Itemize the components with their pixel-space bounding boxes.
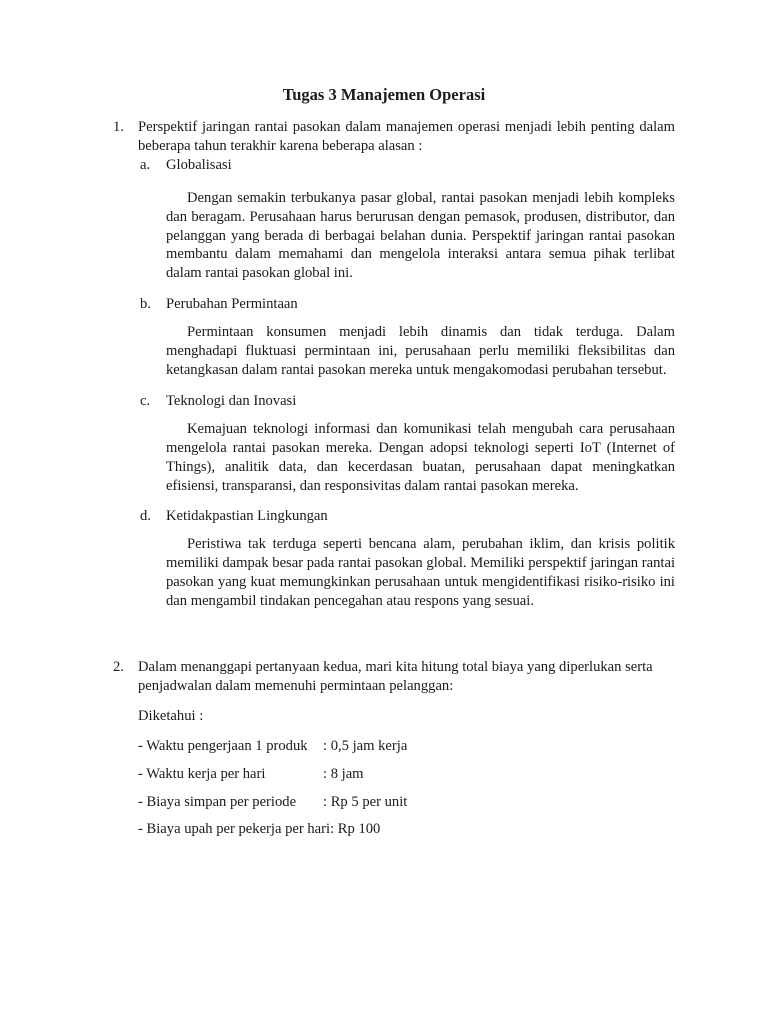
- given-value: : Rp 5 per unit: [323, 793, 408, 810]
- given-value: : Rp 100: [330, 821, 381, 838]
- list-item-title: Teknologi dan Inovasi: [166, 392, 297, 409]
- given-item: [138, 793, 675, 812]
- list-item-d: [113, 507, 675, 611]
- question-text: Perspektif jaringan rantai pasokan dalam manajemen operasi menjadi lebih penting dalam beberapa tahun terakhir karena beberapa alasan :: [138, 119, 675, 154]
- given-label: Diketahui :: [138, 707, 204, 724]
- list-item-body: Permintaan konsumen menjadi lebih dinamis dan tidak terduga. Dalam menghadapi fluktuasi permintaan ini, perusahaan perlu memiliki fleksibilitas dan ketangkasan dalam rantai pasokan mereka untuk mengakomodasi perubahan tersebut.: [166, 324, 675, 378]
- list-item-title: Globalisasi: [166, 156, 232, 173]
- given-key: - Waktu pengerjaan 1 produk: [138, 737, 308, 754]
- question-number: 2.: [113, 659, 124, 675]
- list-item-letter: a.: [140, 156, 151, 173]
- list-item-title: Ketidakpastian Lingkungan: [166, 508, 328, 525]
- given-value: : 8 jam: [323, 765, 364, 782]
- list-item-b: [113, 295, 675, 380]
- given-item: [138, 737, 675, 756]
- question-1: [113, 118, 675, 611]
- list-item-letter: c.: [140, 392, 151, 409]
- given-item: [138, 820, 675, 839]
- list-item-a: [113, 156, 675, 283]
- list-item-body: Kemajuan teknologi informasi dan komunikasi telah mengubah cara perusahaan mengelola rantai pasokan mereka. Dengan adopsi teknologi seperti IoT (Internet of Things), analitik data, dan kecerdasan buatan, perusahaan dapat meningkatkan efisiensi, transparansi, dan responsivitas dalam rantai pasokan mereka.: [166, 420, 675, 494]
- list-item-body: Dengan semakin terbukanya pasar global, rantai pasokan menjadi lebih kompleks dan beragam. Perusahaan harus berurusan dengan pemasok, produsen, distributor, dan pelanggan yang berada di berbagai belahan dunia. Perspektif jaringan rantai pasokan membantu dalam memahami dan mengelola interaksi antara semua pihak terlibat dalam rantai pasokan global ini.: [166, 189, 675, 282]
- given-value: : 0,5 jam kerja: [323, 737, 408, 754]
- question-2: [113, 658, 675, 839]
- list-item-c: [113, 392, 675, 496]
- given-key: - Biaya upah per pekerja per hari: [138, 821, 331, 838]
- question-text: Dalam menanggapi pertanyaan kedua, mari kita hitung total biaya yang diperlukan serta penjadwalan dalam memenuhi permintaan pelanggan:: [138, 659, 653, 694]
- given-key: - Waktu kerja per hari: [138, 765, 266, 782]
- given-key: - Biaya simpan per periode: [138, 793, 297, 810]
- list-item-letter: b.: [140, 296, 151, 313]
- list-item-body: Peristiwa tak terduga seperti bencana alam, perubahan iklim, dan krisis politik memiliki dampak besar pada rantai pasokan global. Memiliki perspektif jaringan rantai pasokan yang kuat memungkinkan perusahaan untuk mengidentifikasi risiko-risiko ini dan mengambil tindakan pencegahan atau respons yang sesuai.: [166, 536, 675, 610]
- question-number: 1.: [113, 119, 124, 135]
- document-title: Tugas 3 Manajemen Operasi: [282, 85, 486, 104]
- list-item-letter: d.: [140, 508, 151, 525]
- list-item-title: Perubahan Permintaan: [166, 296, 298, 313]
- given-item: [138, 765, 675, 784]
